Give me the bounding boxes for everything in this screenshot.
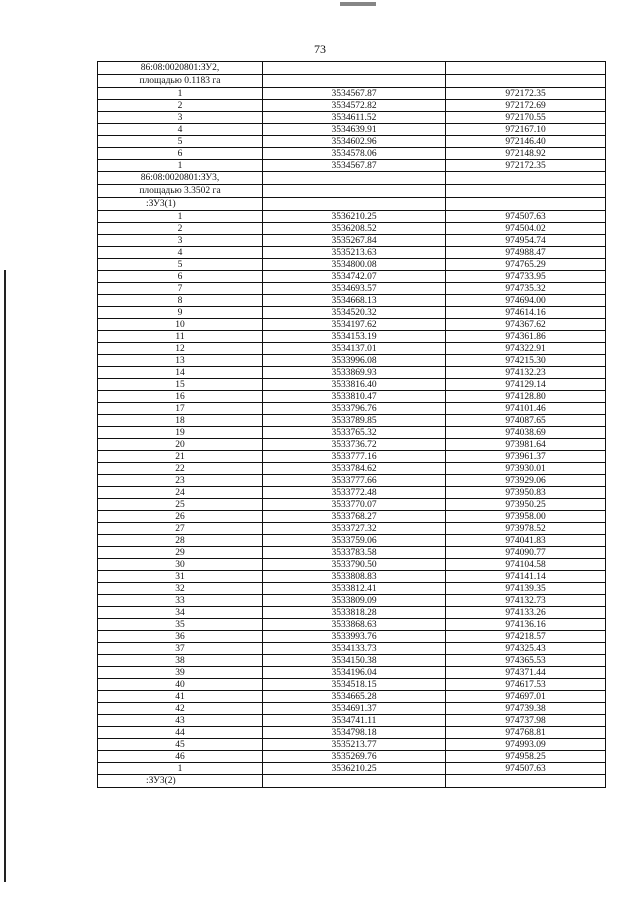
coord-y: 974128.80 xyxy=(446,391,606,403)
coord-y: 973981.64 xyxy=(446,439,606,451)
point-number: 4 xyxy=(98,124,263,136)
coord-y: 973929.06 xyxy=(446,475,606,487)
coordinates-table-body xyxy=(98,62,606,788)
point-number: 40 xyxy=(98,679,263,691)
coord-x: 3533868.63 xyxy=(263,619,446,631)
point-number: 14 xyxy=(98,367,263,379)
empty-cell xyxy=(263,172,446,185)
coord-y: 972172.69 xyxy=(446,100,606,112)
table-row xyxy=(98,619,606,631)
coord-x: 3534693.57 xyxy=(263,283,446,295)
table-row xyxy=(98,391,606,403)
point-number: 27 xyxy=(98,523,263,535)
table-row xyxy=(98,535,606,547)
point-number: 1 xyxy=(98,211,263,223)
scan-artifact-top xyxy=(340,2,376,6)
coord-x: 3533808.83 xyxy=(263,571,446,583)
table-row xyxy=(98,259,606,271)
table-row xyxy=(98,727,606,739)
table-row xyxy=(98,607,606,619)
coord-x: 3533765.32 xyxy=(263,427,446,439)
coord-y: 974694.00 xyxy=(446,295,606,307)
point-number: 22 xyxy=(98,463,263,475)
point-number: 13 xyxy=(98,355,263,367)
coord-y: 973950.25 xyxy=(446,499,606,511)
coord-y: 972170.55 xyxy=(446,112,606,124)
point-number: 3 xyxy=(98,112,263,124)
coord-y: 974507.63 xyxy=(446,763,606,775)
coord-x: 3533777.16 xyxy=(263,451,446,463)
parcel-header-row xyxy=(98,62,606,75)
table-row xyxy=(98,451,606,463)
point-number: 21 xyxy=(98,451,263,463)
coord-x: 3534668.13 xyxy=(263,295,446,307)
empty-cell xyxy=(446,185,606,198)
table-row xyxy=(98,523,606,535)
coord-x: 3534150.38 xyxy=(263,655,446,667)
point-number: 1 xyxy=(98,160,263,172)
empty-cell xyxy=(263,75,446,88)
coord-y: 974038.69 xyxy=(446,427,606,439)
parcel-label: площадью 3.3502 га xyxy=(98,185,263,198)
coord-y: 974617.53 xyxy=(446,679,606,691)
table-row xyxy=(98,715,606,727)
table-row xyxy=(98,271,606,283)
point-number: 45 xyxy=(98,739,263,751)
coord-x: 3533812.41 xyxy=(263,583,446,595)
coord-x: 3533784.62 xyxy=(263,463,446,475)
coord-y: 974768.81 xyxy=(446,727,606,739)
coord-y: 974993.09 xyxy=(446,739,606,751)
coord-x: 3534578.06 xyxy=(263,148,446,160)
coord-x: 3533816.40 xyxy=(263,379,446,391)
point-number: 6 xyxy=(98,271,263,283)
coord-x: 3534153.19 xyxy=(263,331,446,343)
coord-x: 3534639.91 xyxy=(263,124,446,136)
coord-y: 974765.29 xyxy=(446,259,606,271)
coord-y: 974739.38 xyxy=(446,703,606,715)
table-row xyxy=(98,211,606,223)
table-row xyxy=(98,88,606,100)
coord-x: 3534520.32 xyxy=(263,307,446,319)
table-row xyxy=(98,631,606,643)
sub-parcel-label: :ЗУ3(2) xyxy=(98,775,263,788)
coord-x: 3533810.47 xyxy=(263,391,446,403)
point-number: 2 xyxy=(98,100,263,112)
coord-x: 3534691.37 xyxy=(263,703,446,715)
coord-x: 3533783.58 xyxy=(263,547,446,559)
coord-x: 3533809.09 xyxy=(263,595,446,607)
point-number: 2 xyxy=(98,223,263,235)
coord-x: 3536210.25 xyxy=(263,763,446,775)
table-row xyxy=(98,691,606,703)
coord-y: 974361.86 xyxy=(446,331,606,343)
coordinates-table xyxy=(97,61,606,788)
sub-parcel-label: :ЗУ3(1) xyxy=(98,198,263,211)
table-row xyxy=(98,475,606,487)
parcel-header-row xyxy=(98,185,606,198)
coord-x: 3535213.77 xyxy=(263,739,446,751)
coord-y: 974139.35 xyxy=(446,583,606,595)
coord-y: 974988.47 xyxy=(446,247,606,259)
coord-y: 974371.44 xyxy=(446,667,606,679)
parcel-header-row xyxy=(98,172,606,185)
table-row xyxy=(98,235,606,247)
coord-x: 3534602.96 xyxy=(263,136,446,148)
point-number: 18 xyxy=(98,415,263,427)
empty-cell xyxy=(263,185,446,198)
point-number: 30 xyxy=(98,559,263,571)
point-number: 32 xyxy=(98,583,263,595)
point-number: 10 xyxy=(98,319,263,331)
table-row xyxy=(98,355,606,367)
coord-x: 3534572.82 xyxy=(263,100,446,112)
coord-y: 974325.43 xyxy=(446,643,606,655)
empty-cell xyxy=(263,775,446,788)
coord-y: 974136.16 xyxy=(446,619,606,631)
empty-cell xyxy=(446,62,606,75)
coord-x: 3535269.76 xyxy=(263,751,446,763)
point-number: 28 xyxy=(98,535,263,547)
point-number: 12 xyxy=(98,343,263,355)
point-number: 26 xyxy=(98,511,263,523)
coord-x: 3534798.18 xyxy=(263,727,446,739)
coord-y: 974132.23 xyxy=(446,367,606,379)
point-number: 31 xyxy=(98,571,263,583)
table-row xyxy=(98,643,606,655)
coord-y: 974133.26 xyxy=(446,607,606,619)
point-number: 43 xyxy=(98,715,263,727)
table-row xyxy=(98,403,606,415)
point-number: 11 xyxy=(98,331,263,343)
point-number: 33 xyxy=(98,595,263,607)
point-number: 35 xyxy=(98,619,263,631)
coord-y: 974087.65 xyxy=(446,415,606,427)
table-row xyxy=(98,100,606,112)
coord-y: 974367.62 xyxy=(446,319,606,331)
coord-y: 972146.40 xyxy=(446,136,606,148)
coord-y: 972172.35 xyxy=(446,160,606,172)
coord-y: 974141.14 xyxy=(446,571,606,583)
point-number: 46 xyxy=(98,751,263,763)
coord-x: 3533818.28 xyxy=(263,607,446,619)
coord-y: 974504.02 xyxy=(446,223,606,235)
point-number: 24 xyxy=(98,487,263,499)
coord-y: 974365.53 xyxy=(446,655,606,667)
table-row xyxy=(98,463,606,475)
table-row xyxy=(98,124,606,136)
coord-y: 974101.46 xyxy=(446,403,606,415)
table-row xyxy=(98,571,606,583)
point-number: 23 xyxy=(98,475,263,487)
coord-y: 974737.98 xyxy=(446,715,606,727)
coord-y: 974322.91 xyxy=(446,343,606,355)
coord-x: 3536210.25 xyxy=(263,211,446,223)
coord-x: 3535213.63 xyxy=(263,247,446,259)
table-row xyxy=(98,295,606,307)
table-row xyxy=(98,439,606,451)
point-number: 5 xyxy=(98,259,263,271)
point-number: 39 xyxy=(98,667,263,679)
coord-x: 3533759.06 xyxy=(263,535,446,547)
coord-x: 3536208.52 xyxy=(263,223,446,235)
table-row xyxy=(98,247,606,259)
coord-y: 974507.63 xyxy=(446,211,606,223)
coord-x: 3533777.66 xyxy=(263,475,446,487)
table-row xyxy=(98,160,606,172)
coord-y: 974735.32 xyxy=(446,283,606,295)
table-row xyxy=(98,499,606,511)
point-number: 3 xyxy=(98,235,263,247)
point-number: 8 xyxy=(98,295,263,307)
coord-x: 3533796.76 xyxy=(263,403,446,415)
coord-x: 3533736.72 xyxy=(263,439,446,451)
table-row xyxy=(98,319,606,331)
page-number: 73 xyxy=(314,42,326,56)
coord-x: 3533789.85 xyxy=(263,415,446,427)
table-row xyxy=(98,667,606,679)
table-row xyxy=(98,751,606,763)
coord-y: 973958.00 xyxy=(446,511,606,523)
coord-x: 3534742.07 xyxy=(263,271,446,283)
table-row xyxy=(98,547,606,559)
point-number: 20 xyxy=(98,439,263,451)
coord-x: 3534196.04 xyxy=(263,667,446,679)
table-row xyxy=(98,427,606,439)
parcel-label: площадью 0.1183 га xyxy=(98,75,263,88)
table-row xyxy=(98,307,606,319)
table-row xyxy=(98,487,606,499)
point-number: 9 xyxy=(98,307,263,319)
coord-y: 974104.58 xyxy=(446,559,606,571)
point-number: 16 xyxy=(98,391,263,403)
coord-y: 974041.83 xyxy=(446,535,606,547)
point-number: 19 xyxy=(98,427,263,439)
coord-x: 3534133.73 xyxy=(263,643,446,655)
coord-x: 3534137.01 xyxy=(263,343,446,355)
point-number: 15 xyxy=(98,379,263,391)
scan-artifact-left-bar xyxy=(4,270,6,882)
point-number: 7 xyxy=(98,283,263,295)
table-row xyxy=(98,415,606,427)
empty-cell xyxy=(446,775,606,788)
empty-cell xyxy=(446,198,606,211)
coord-y: 974132.73 xyxy=(446,595,606,607)
coord-x: 3534197.62 xyxy=(263,319,446,331)
table-row xyxy=(98,283,606,295)
coord-x: 3534741.11 xyxy=(263,715,446,727)
coord-x: 3534567.87 xyxy=(263,160,446,172)
coord-x: 3535267.84 xyxy=(263,235,446,247)
table-row xyxy=(98,559,606,571)
point-number: 25 xyxy=(98,499,263,511)
table-row xyxy=(98,703,606,715)
table-row xyxy=(98,595,606,607)
table-row xyxy=(98,367,606,379)
table-row xyxy=(98,148,606,160)
table-row xyxy=(98,583,606,595)
table-row xyxy=(98,763,606,775)
empty-cell xyxy=(446,75,606,88)
coord-x: 3533790.50 xyxy=(263,559,446,571)
sub-parcel-row xyxy=(98,775,606,788)
table-row xyxy=(98,379,606,391)
parcel-header-row xyxy=(98,75,606,88)
coord-x: 3533772.48 xyxy=(263,487,446,499)
empty-cell xyxy=(446,172,606,185)
table-row xyxy=(98,343,606,355)
table-row xyxy=(98,331,606,343)
coord-y: 974697.01 xyxy=(446,691,606,703)
point-number: 36 xyxy=(98,631,263,643)
empty-cell xyxy=(263,198,446,211)
coord-y: 974614.16 xyxy=(446,307,606,319)
sub-parcel-row xyxy=(98,198,606,211)
point-number: 1 xyxy=(98,88,263,100)
coord-x: 3534800.08 xyxy=(263,259,446,271)
coord-y: 973930.01 xyxy=(446,463,606,475)
coord-x: 3534665.28 xyxy=(263,691,446,703)
table-row xyxy=(98,136,606,148)
coord-x: 3533869.93 xyxy=(263,367,446,379)
coord-x: 3533768.27 xyxy=(263,511,446,523)
table-row xyxy=(98,223,606,235)
point-number: 42 xyxy=(98,703,263,715)
coord-y: 972172.35 xyxy=(446,88,606,100)
point-number: 38 xyxy=(98,655,263,667)
coord-x: 3534518.15 xyxy=(263,679,446,691)
coord-y: 973950.83 xyxy=(446,487,606,499)
point-number: 29 xyxy=(98,547,263,559)
coord-x: 3533993.76 xyxy=(263,631,446,643)
coord-x: 3533770.07 xyxy=(263,499,446,511)
point-number: 17 xyxy=(98,403,263,415)
coord-y: 974958.25 xyxy=(446,751,606,763)
table-row xyxy=(98,511,606,523)
coord-y: 974218.57 xyxy=(446,631,606,643)
point-number: 1 xyxy=(98,763,263,775)
coord-y: 974090.77 xyxy=(446,547,606,559)
table-row xyxy=(98,679,606,691)
coord-x: 3533996.08 xyxy=(263,355,446,367)
point-number: 4 xyxy=(98,247,263,259)
table-row xyxy=(98,112,606,124)
point-number: 44 xyxy=(98,727,263,739)
point-number: 37 xyxy=(98,643,263,655)
coord-y: 972148.92 xyxy=(446,148,606,160)
coord-y: 974733.95 xyxy=(446,271,606,283)
coord-x: 3534611.52 xyxy=(263,112,446,124)
coord-y: 974954.74 xyxy=(446,235,606,247)
point-number: 34 xyxy=(98,607,263,619)
parcel-label: 86:08:0020801:ЗУ3, xyxy=(98,172,263,185)
coord-y: 973961.37 xyxy=(446,451,606,463)
table-row xyxy=(98,739,606,751)
point-number: 6 xyxy=(98,148,263,160)
coord-x: 3534567.87 xyxy=(263,88,446,100)
point-number: 5 xyxy=(98,136,263,148)
coord-y: 973978.52 xyxy=(446,523,606,535)
point-number: 41 xyxy=(98,691,263,703)
coord-y: 974215.30 xyxy=(446,355,606,367)
table-row xyxy=(98,655,606,667)
coord-y: 972167.10 xyxy=(446,124,606,136)
coord-x: 3533727.32 xyxy=(263,523,446,535)
coord-y: 974129.14 xyxy=(446,379,606,391)
empty-cell xyxy=(263,62,446,75)
parcel-label: 86:08:0020801:ЗУ2, xyxy=(98,62,263,75)
